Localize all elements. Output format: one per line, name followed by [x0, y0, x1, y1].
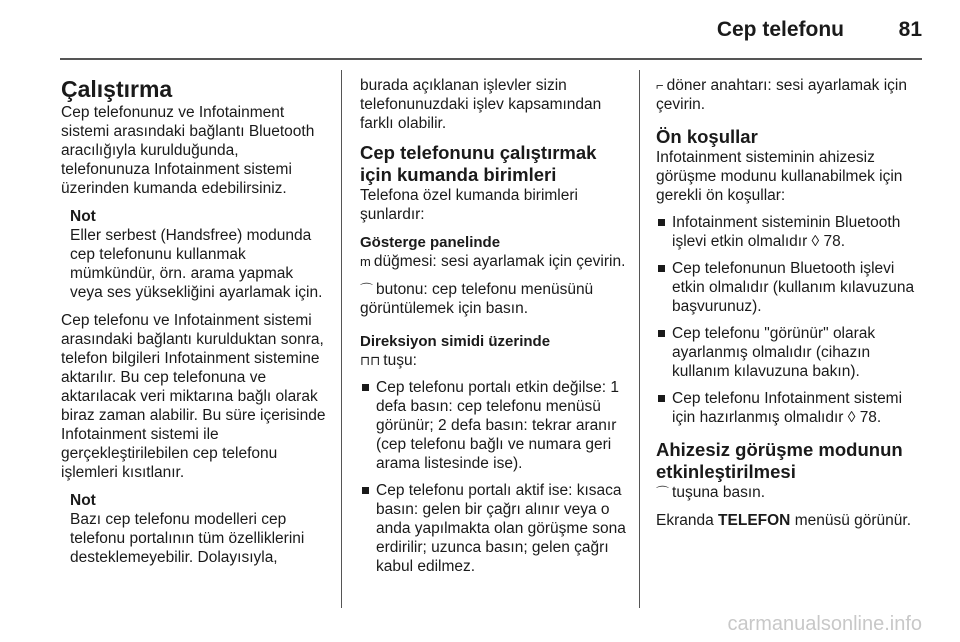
subheading-gosterge: Gösterge panelinde — [360, 234, 501, 251]
intro-paragraph: Telefona özel kumanda birimleri şunlardır: — [360, 187, 578, 223]
control-line — [656, 483, 926, 502]
thumbwheel-icon: ⌐ — [656, 78, 664, 93]
column-1 — [61, 76, 329, 567]
section-heading-on-kosullar: Ön koşullar — [656, 126, 758, 147]
page-title: Cep telefonu — [716, 18, 844, 41]
page-header — [0, 0, 960, 60]
control-line — [360, 252, 628, 271]
display-line — [656, 511, 926, 530]
control-line — [656, 76, 926, 114]
continued-paragraph: burada açıklanan işlevler sizin telefonunuzdaki işlev kapsamından farklı olabilir. — [360, 77, 602, 132]
list-item: Infotainment sisteminin Bluetooth işlevi etkin olmalıdır ◊ 78. — [656, 213, 926, 251]
header-divider — [60, 58, 922, 60]
list-item: Cep telefonu portalı aktif ise: kısaca basın: gelen bir çağrı alınır veya o anda yapılmakta olan görüşme sona erdirilir; uzunca basın; gelen çağrı kabul edilmez. — [360, 481, 628, 576]
control-line — [360, 351, 628, 370]
section-heading-calistirma: Çalıştırma — [61, 76, 173, 102]
column-2 — [360, 76, 628, 576]
phone-icon: ⌒ — [656, 485, 670, 500]
column-3 — [656, 76, 926, 530]
volume-knob-icon: m — [360, 254, 371, 269]
section-heading-ahizesiz: Ahizesiz görüşme modunun etkinleştirilmesi — [656, 439, 903, 482]
page-number: 81 — [898, 18, 922, 41]
intro-paragraph: Infotainment sisteminin ahizesiz görüşme modunu kullanabilmek için gerekli ön koşullar: — [656, 149, 903, 204]
intro-paragraph: Cep telefonunuz ve Infotainment sistemi arasındaki bağlantı Bluetooth aracılığıyla kurulduğunda, telefonunuza Infotainment sistemi üzerinden kumanda edebilirsiniz. — [61, 104, 315, 197]
control-line — [360, 280, 628, 318]
column-divider-2 — [639, 70, 640, 608]
section-heading-kumanda: Cep telefonunu çalıştırmak için kumanda birimleri — [360, 142, 597, 185]
bullet-list — [360, 378, 628, 576]
watermark: carmanualsonline.info — [727, 613, 922, 635]
control-text: butonu: cep telefonu menüsünü görüntülemek için basın. — [360, 281, 594, 317]
note-box — [70, 491, 329, 567]
control-text: tuşu: — [383, 352, 417, 369]
list-item: Cep telefonu Infotainment sistemi için hazırlanmış olmalıdır ◊ 78. — [656, 389, 926, 427]
steering-phone-button-icon: ⊓⊓ — [360, 353, 381, 368]
text-post: menüsü görünür. — [794, 512, 912, 529]
column-divider-1 — [341, 70, 342, 608]
note-text: Eller serbest (Handsfree) modunda cep telefonunu kullanmak mümkündür, örn. arama yapmak veya ses yüksekliğini ayarlamak için. — [70, 227, 323, 301]
list-item: Cep telefonunun Bluetooth işlevi etkin olmalıdır (kullanım kılavuzuna başvurunuz). — [656, 259, 926, 316]
list-item: Cep telefonu "görünür" olarak ayarlanmış olmalıdır (cihazın kullanım kılavuzuna bakın). — [656, 324, 926, 381]
bullet-list — [656, 213, 926, 427]
menu-name-telefon: TELEFON — [718, 512, 791, 529]
control-text: döner anahtarı: sesi ayarlamak için çevirin. — [656, 77, 907, 113]
note-text: Bazı cep telefonu modelleri cep telefonu portalının tüm özelliklerini desteklemeyebilir. Dolayısıyla, — [70, 511, 305, 566]
control-text: tuşuna basın. — [672, 484, 766, 501]
note-label: Not — [70, 208, 96, 225]
paragraph: Cep telefonu ve Infotainment sistemi arasındaki bağlantı kurulduktan sonra, telefon bilgileri Infotainment sistemine aktarılır. Bu cep telefonuna ve aktarılacak veri miktarına bağlı olarak biraz zaman alabilir. Bu süre içerisinde Infotainment sistemi ile gerçekleştirilebilen cep telefonu işlemleri kısıtlanır. — [61, 312, 326, 481]
note-box — [70, 207, 329, 302]
subheading-direksiyon: Direksiyon simidi üzerinde — [360, 333, 551, 350]
phone-icon: ⌒ — [360, 282, 374, 297]
text-pre: Ekranda — [656, 512, 714, 529]
list-item: Cep telefonu portalı etkin değilse: 1 defa basın: cep telefonu menüsü görünür; 2 defa basın: tekrar aranır (cep telefonu bağlı ve numara geri arama listesinde ise). — [360, 378, 628, 473]
note-label: Not — [70, 492, 96, 509]
control-text: düğmesi: sesi ayarlamak için çevirin. — [373, 253, 626, 270]
